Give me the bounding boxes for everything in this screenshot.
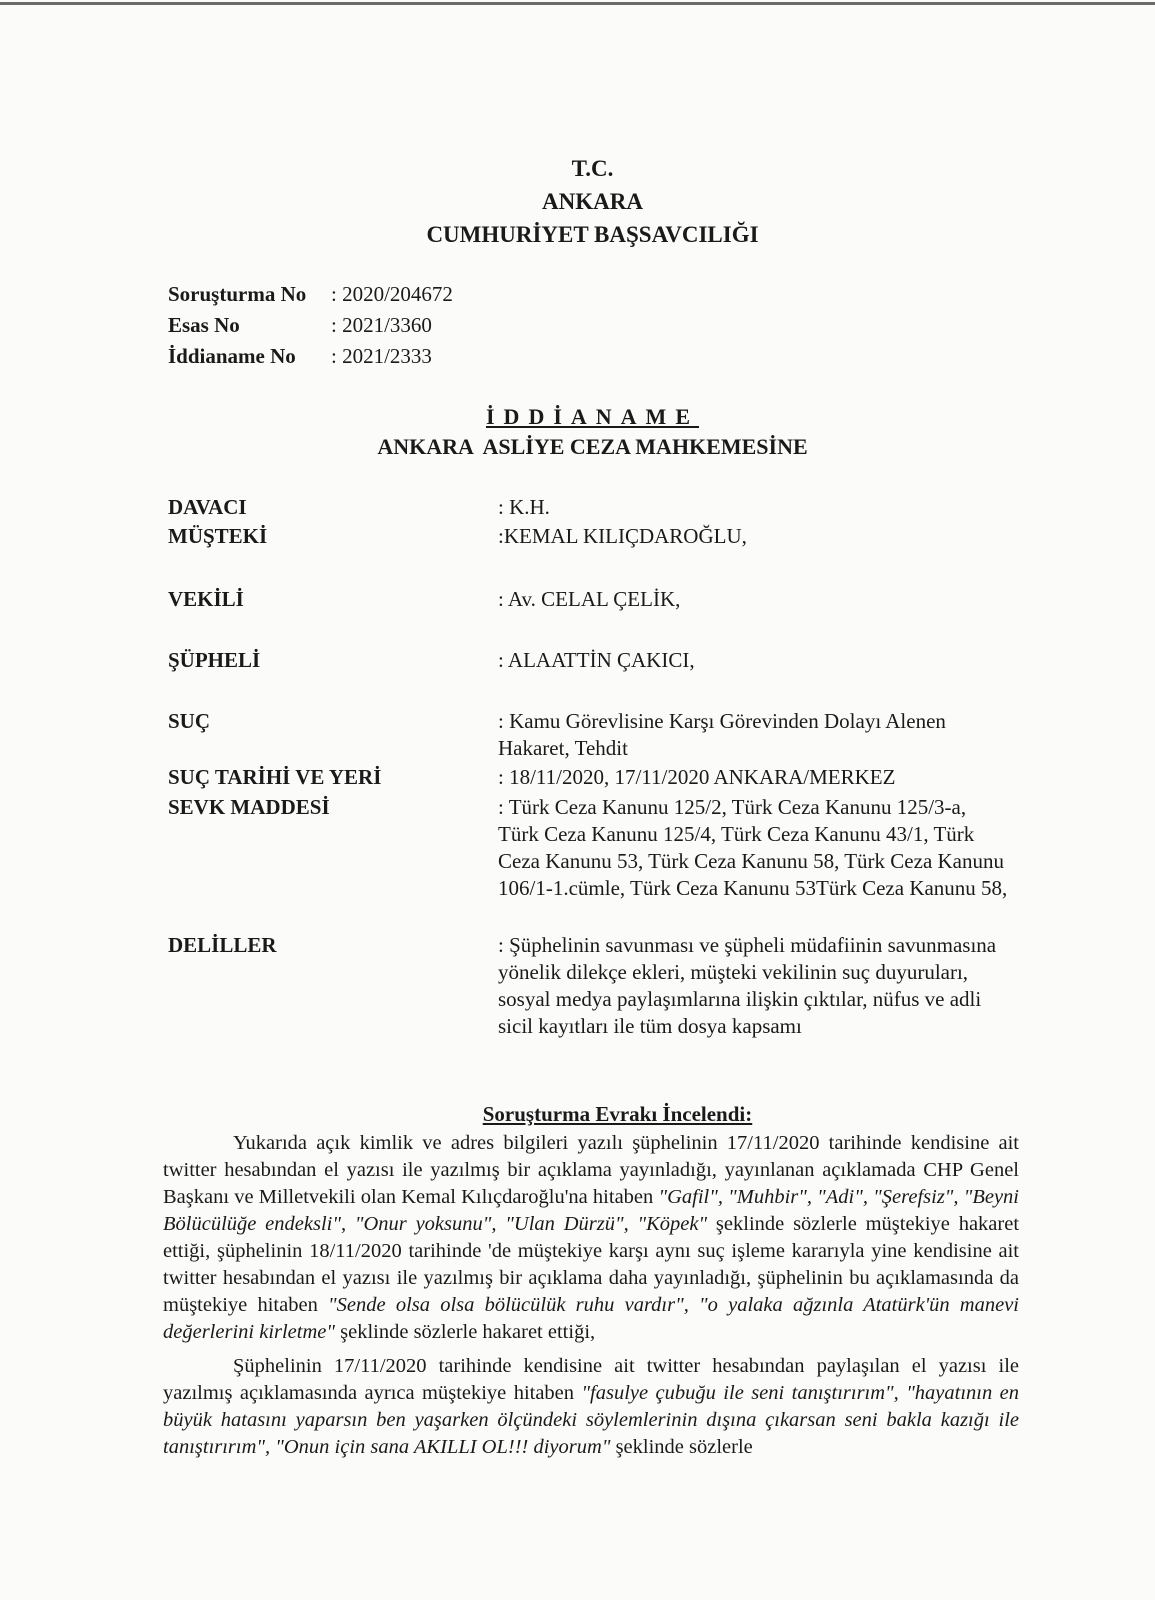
header-city: ANKARA [542, 189, 643, 214]
paragraph-2-text-a: Şüphelinin 17/11/2020 tarihinde kendisine ait twitter hesabından paylaşılan el yazısı ile yazılmış açıklamasında ayrıca müştekiye hitaben [163, 1355, 1019, 1404]
section-title: Soruşturma Evrakı İncelendi: [482, 1102, 753, 1126]
paragraph-1 [163, 1130, 1019, 1346]
attorney-label: VEKİLİ [168, 587, 244, 611]
evidence-label: DELİLLER [168, 933, 277, 957]
indictment-title: İDDİANAME [486, 404, 699, 429]
paragraph-2-text-b: şeklinde sözlerle [610, 1436, 753, 1458]
header-office: CUMHURİYET BAŞSAVCILIĞI [426, 222, 759, 247]
indictment-number-label: İddianame No [168, 344, 296, 368]
indictment-number-value: : 2021/2333 [331, 344, 432, 368]
referral-article-label: SEVK MADDESİ [168, 795, 330, 819]
paragraph-1-text-a: Yukarıda açık kimlik ve adres bilgileri yazılı şüphelinin 17/11/2020 tarihinde kendisine ait twitter hesabından el yazısı ile yazılmış bir açıklama yayınladığı, yayınlanan açıklamada CHP Genel Başkanı ve Milletvekili olan Kemal Kılıçdaroğlu'na hitaben [163, 1132, 1019, 1208]
indictment-number-row [168, 341, 453, 372]
plaintiff-value: : K.H. [498, 495, 550, 519]
paragraph-1-text-c: şeklinde sözlerle hakaret ettiği, [335, 1321, 596, 1343]
crime-date-value: : 18/11/2020, 17/11/2020 ANKARA/MERKEZ [498, 765, 896, 789]
file-numbers [168, 279, 453, 372]
main-number-value: : 2021/3360 [331, 313, 432, 337]
document-header [0, 152, 1155, 251]
evidence-value: : Şüphelinin savunması ve şüpheli müdafiinin savunmasına yönelik dilekçe ekleri, müşteki vekilinin suç duyuruları, sosyal medya paylaşımlarına ilişkin çıktılar, nüfus ve adli sicil kayıtları ile tüm dosya kapsamı [498, 933, 997, 1038]
paragraph-1-quote-b: "Sende olsa olsa bölücülük ruhu vardır", "o yalaka ağzınla Atatürk'ün manevi değerlerini kirletme" [163, 1294, 1019, 1343]
court-name: ANKARA ASLİYE CEZA MAHKEMESİNE [377, 434, 808, 459]
crime-label: SUÇ [168, 709, 211, 733]
suspect-label: ŞÜPHELİ [168, 648, 261, 672]
document-body [163, 1130, 1019, 1468]
plaintiff-label: DAVACI [168, 495, 247, 519]
paragraph-1-quote-a: "Gafil", "Muhbir", "Adi", "Şerefsiz", "Beyni Bölücülüğe endeksli", "Onur yoksunu", "Ulan Dürzü", "Köpek" [163, 1186, 1019, 1235]
main-number-label: Esas No [168, 313, 240, 337]
paragraph-2 [163, 1353, 1019, 1461]
investigation-number-value: : 2020/204672 [331, 282, 453, 306]
complainant-value: :KEMAL KILIÇDAROĞLU, [498, 524, 747, 548]
investigation-number-row [168, 279, 453, 310]
main-number-row [168, 310, 453, 341]
investigation-number-label: Soruşturma No [168, 282, 307, 306]
suspect-value: : ALAATTİN ÇAKICI, [498, 648, 695, 672]
paragraph-2-quote-a: "fasulye çubuğu ile seni tanıştırırım", "hayatının en büyük hatasını yaparsın ben yaşarken ölçündeki söylemlerinin dışına çıkarsan seni bakla kazığı ile tanıştırırım", "Onun için sana AKILLI OL!!! diyorum" [163, 1382, 1019, 1458]
document-title [0, 402, 1155, 462]
crime-date-label: SUÇ TARİHİ VE YERİ [168, 765, 382, 789]
complainant-label: MÜŞTEKİ [168, 524, 268, 548]
header-tc: T.C. [571, 156, 614, 181]
paragraph-1-text-b: şeklinde sözlerle müştekiye hakaret ettiği, şüphelinin 18/11/2020 tarihinde 'de müştekiye karşı aynı suç işleme kararıyla yine kendisine ait twitter hesabından el yazısı ile yazılmış bir açıklama daha yayınladığı, şüphelinin bu açıklamasında da müştekiye hitaben [163, 1213, 1020, 1316]
crime-value: : Kamu Görevlisine Karşı Görevinden Dolayı Alenen Hakaret, Tehdit [498, 709, 946, 760]
referral-article-value: : Türk Ceza Kanunu 125/2, Türk Ceza Kanunu 125/3-a, Türk Ceza Kanunu 125/4, Türk Ceza Kanunu 43/1, Türk Ceza Kanunu 53, Türk Ceza Kanunu 58, Türk Ceza Kanunu 106/1-1.cümle, Türk Ceza Kanunu 53Türk Ceza Kanunu 58, [498, 795, 1008, 900]
attorney-value: : Av. CELAL ÇELİK, [498, 587, 681, 611]
scan-top-border [0, 2, 1155, 5]
